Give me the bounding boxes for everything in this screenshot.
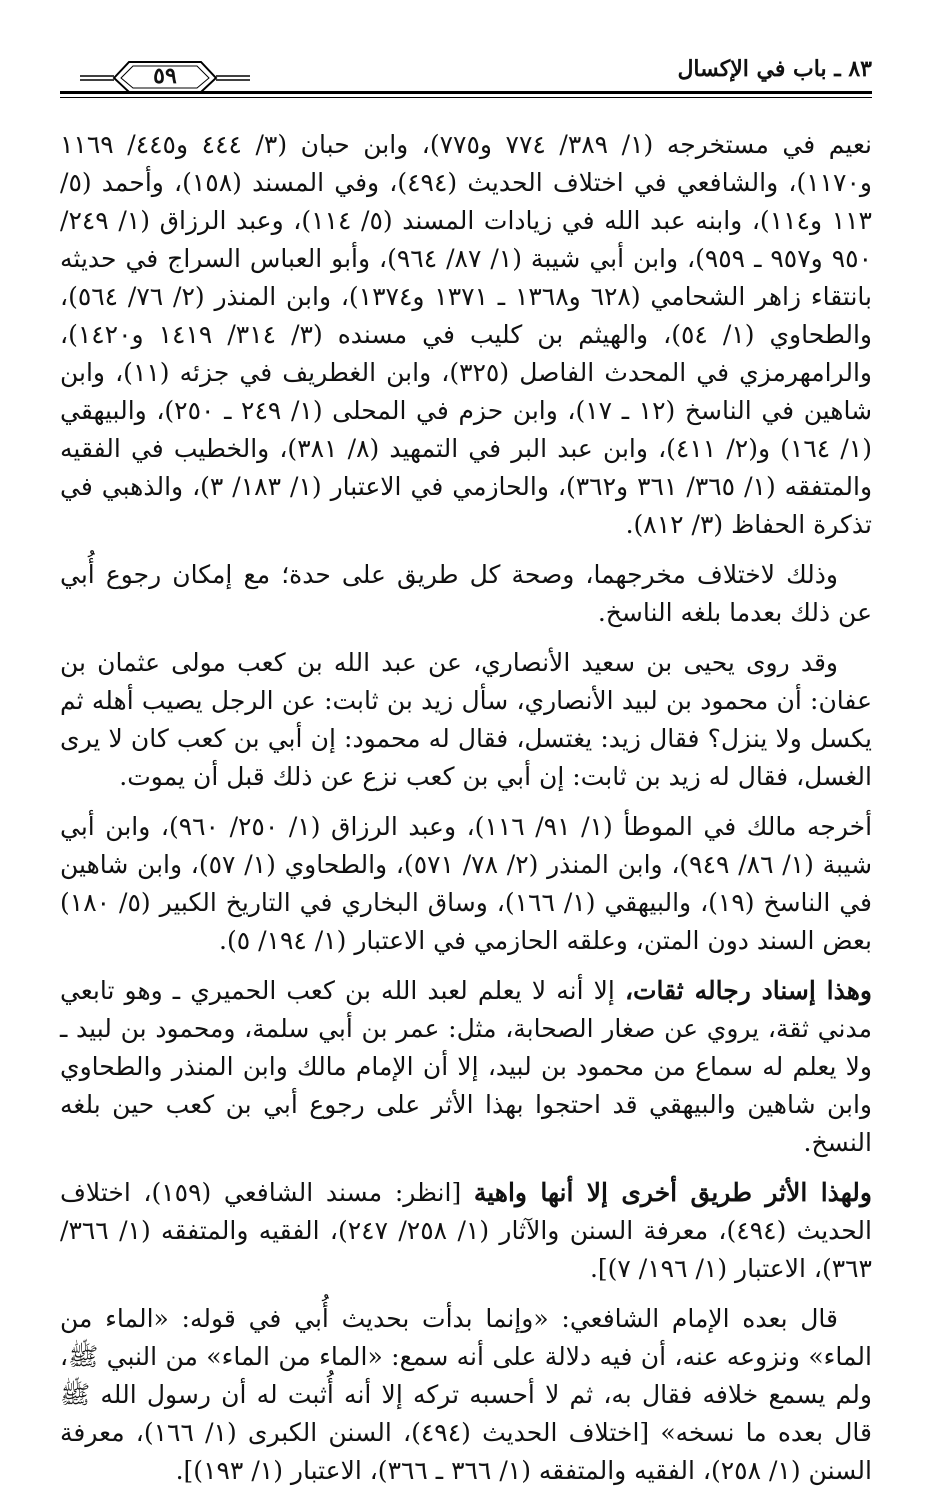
- isnad-paragraph-text: إلا أنه لا يعلم لعبد الله بن كعب الحميري ـ وهو تابعي مدني ثقة، يروي عن صغار الصحابة، مثل: عمر بن أبي سلمة، ومحمود بن لبيد ـ ولا يعلم له سماع من محمود بن لبيد، إلا أن الإمام مالك وابن المنذر والطحاوي وابن شاهين والبيهقي قد احتجوا بهذا الأثر على رجوع أبي بن كعب حين بلغه النسخ.: [60, 976, 872, 1157]
- isnad-paragraph-lead: وهذا إسناد رجاله ثقات،: [624, 976, 872, 1005]
- page-number-ornament: [80, 58, 250, 94]
- shafii-quote-paragraph: قال بعده الإمام الشافعي: «وإنما بدأت بحديث أُبي في قوله: «الماء من الماء» ونزوعه عنه، أن فيه دلالة على أنه سمع: «الماء من الماء» من النبي ﷺ، ولم يسمع خلافه فقال به، ثم لا أحسبه تركه إلا أنه أُثبت له أن رسول الله ﷺ قال بعده ما نسخه» [اختلاف الحديث (٤٩٤)، السنن الكبرى (١/ ١٦٦)، معرفة السنن (١/ ٢٥٨)، الفقيه والمتفقه (١/ ٣٦٦ ـ ٣٦٦)، الاعتبار (١/ ١٩٣)].: [60, 1304, 873, 1485]
- page-number: ٥٩: [153, 63, 177, 89]
- isnad-paragraph: [60, 972, 872, 1162]
- other-route-paragraph-text: [انظر: مسند الشافعي (١٥٩)، اختلاف الحديث (٤٩٤)، معرفة السنن والآثار (١/ ٢٥٨/ ٢٤٧)، الفقيه والمتفقه (١/ ٣٦٦/ ٣٦٣)، الاعتبار (١/ ١٩٦/ ٧)].: [60, 1178, 872, 1283]
- chapter-title: ٨٣ ـ باب في الإكسال: [677, 56, 872, 82]
- page-content: [60, 126, 872, 1502]
- other-route-paragraph-lead: ولهذا الأثر طريق أخرى إلا أنها واهية: [473, 1178, 872, 1207]
- book-page: [60, 52, 873, 1485]
- other-route-paragraph: [60, 1174, 872, 1288]
- header-rule-thin: [60, 97, 872, 98]
- explanation-paragraph: وذلك لاختلاف مخرجهما، وصحة كل طريق على حدة؛ مع إمكان رجوع أُبي عن ذلك بعدما بلغه الناسخ.: [60, 560, 872, 627]
- citation-paragraph: نعيم في مستخرجه (١/ ٣٨٩/ ٧٧٤ و٧٧٥)، وابن حبان (٣/ ٤٤٤ و٤٤٥/ ١١٦٩ و١١٧٠)، والشافعي في اختلاف الحديث (٤٩٤)، وفي المسند (١٥٨)، وأحمد (٥/ ١١٣ و١١٤)، وابنه عبد الله في زيادات المسند (٥/ ١١٤)، وعبد الرزاق (١/ ٢٤٩/ ٩٥٠ و٩٥٧ ـ ٩٥٩)، وابن أبي شيبة (١/ ٨٧/ ٩٦٤)، وأبو العباس السراج في حديثه بانتقاء زاهر الشحامي (٦٢٨ و١٣٦٨ ـ ١٣٧١ و١٣٧٤)، وابن المنذر (٢/ ٧٦/ ٥٦٤)، والطحاوي (١/ ٥٤)، والهيثم بن كليب في مسنده (٣/ ٣١٤/ ١٤١٩ و١٤٢٠)، والرامهرمزي في المحدث الفاصل (٣٢٥)، وابن الغطريف في جزئه (١١)، وابن شاهين في الناسخ (١٢ ـ ١٧)، وابن حزم في المحلى (١/ ٢٤٩ ـ ٢٥٠)، والبيهقي (١/ ١٦٤) و(٢/ ٤١١)، وابن عبد البر في التمهيد (٨/ ٣٨١)، والخطيب في الفقيه والمتفقه (١/ ٣٦٥/ ٣٦١ و٣٦٢)، والحازمي في الاعتبار (١/ ١٨٣/ ٣)، والذهبي في تذكرة الحفاظ (٣/ ٨١٢).: [60, 130, 873, 539]
- page-header: [60, 52, 872, 110]
- header-rule: [60, 91, 872, 94]
- narration-paragraph: وقد روى يحيى بن سعيد الأنصاري، عن عبد الله بن كعب مولى عثمان بن عفان: أن محمود بن لبيد الأنصاري، سأل زيد بن ثابت: عن الرجل يصيب أهله ثم يكسل ولا ينزل؟ فقال زيد: يغتسل، فقال له محمود: إن أبي بن كعب كان لا يرى الغسل، فقال له زيد بن ثابت: إن أبي بن كعب نزع عن ذلك قبل أن يموت.: [60, 648, 872, 791]
- takhrij-paragraph: أخرجه مالك في الموطأ (١/ ٩١/ ١١٦)، وعبد الرزاق (١/ ٢٥٠/ ٩٦٠)، وابن أبي شيبة (١/ ٨٦/ ٩٤٩)، وابن المنذر (٢/ ٧٨/ ٥٧١)، والطحاوي (١/ ٥٧)، وابن شاهين في الناسخ (١٩)، والبيهقي (١/ ١٦٦)، وساق البخاري في التاريخ الكبير (٥/ ١٨٠) بعض السند دون المتن، وعلقه الحازمي في الاعتبار (١/ ١٩٤/ ٥).: [60, 812, 873, 955]
